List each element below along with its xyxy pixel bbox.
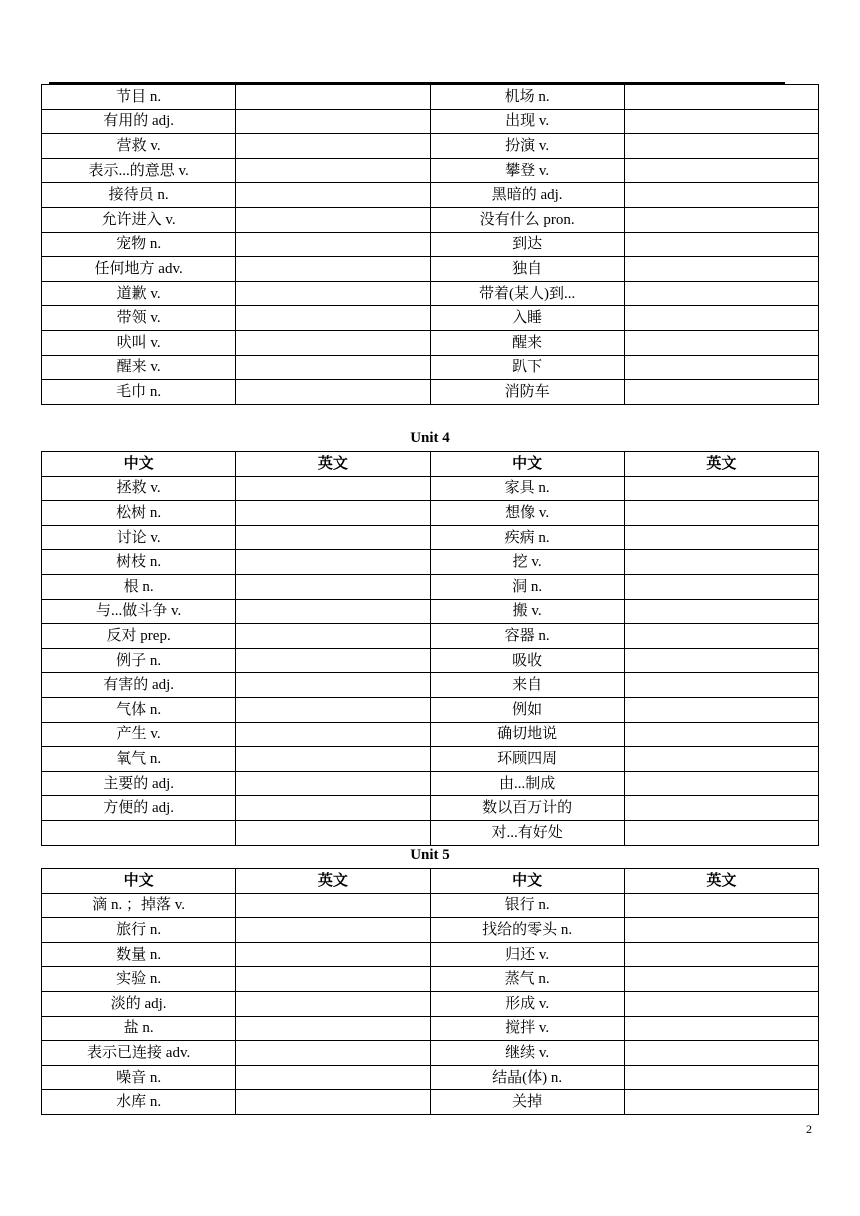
chinese-term-cell: 搬 v.: [430, 599, 624, 624]
header-english: 英文: [236, 452, 430, 477]
table-row: [42, 942, 819, 967]
english-answer-cell[interactable]: [236, 109, 430, 134]
chinese-term-cell: 没有什么 pron.: [430, 207, 624, 232]
header-chinese: 中文: [42, 869, 236, 894]
english-answer-cell[interactable]: [624, 380, 818, 405]
chinese-term-cell: 扮演 v.: [430, 134, 624, 159]
table-row: [42, 183, 819, 208]
chinese-term-cell: 任何地方 adv.: [42, 257, 236, 282]
english-answer-cell[interactable]: [236, 918, 430, 943]
english-answer-cell[interactable]: [236, 281, 430, 306]
english-answer-cell[interactable]: [624, 1090, 818, 1115]
english-answer-cell[interactable]: [236, 134, 430, 159]
chinese-term-cell: 黑暗的 adj.: [430, 183, 624, 208]
chinese-term-cell: 实验 n.: [42, 967, 236, 992]
english-answer-cell[interactable]: [624, 134, 818, 159]
chinese-term-cell: 与...做斗争 v.: [42, 599, 236, 624]
english-answer-cell[interactable]: [624, 820, 818, 845]
table-row: [42, 697, 819, 722]
table-row: [42, 134, 819, 159]
chinese-term-cell: 接待员 n.: [42, 183, 236, 208]
vocab-table-unit5: [41, 868, 819, 1115]
table-row: [42, 85, 819, 110]
chinese-term-cell: 数量 n.: [42, 942, 236, 967]
chinese-term-cell: 醒来: [430, 330, 624, 355]
english-answer-cell[interactable]: [236, 330, 430, 355]
chinese-term-cell: 带领 v.: [42, 306, 236, 331]
chinese-term-cell: 来自: [430, 673, 624, 698]
chinese-term-cell: 数以百万计的: [430, 796, 624, 821]
table-row: [42, 893, 819, 918]
table-row: [42, 574, 819, 599]
chinese-term-cell: 机场 n.: [430, 85, 624, 110]
table-row: [42, 796, 819, 821]
table-row: [42, 257, 819, 282]
chinese-term-cell: 归还 v.: [430, 942, 624, 967]
table-row: [42, 525, 819, 550]
chinese-term-cell: 结晶(体) n.: [430, 1065, 624, 1090]
english-answer-cell[interactable]: [624, 747, 818, 772]
english-answer-cell[interactable]: [236, 796, 430, 821]
chinese-term-cell: 攀登 v.: [430, 158, 624, 183]
english-answer-cell[interactable]: [624, 599, 818, 624]
table-row: [42, 550, 819, 575]
chinese-term-cell: 吸收: [430, 648, 624, 673]
chinese-term-cell: 带着(某人)到...: [430, 281, 624, 306]
vocab-table-unit3: [41, 84, 819, 405]
table-row: [42, 1041, 819, 1066]
english-answer-cell[interactable]: [624, 207, 818, 232]
chinese-term-cell: 到达: [430, 232, 624, 257]
chinese-term-cell: 主要的 adj.: [42, 771, 236, 796]
header-english: 英文: [624, 869, 818, 894]
chinese-term-cell: 独自: [430, 257, 624, 282]
english-answer-cell[interactable]: [236, 991, 430, 1016]
english-answer-cell[interactable]: [236, 207, 430, 232]
chinese-term-cell: 醒来 v.: [42, 355, 236, 380]
table-row: [42, 918, 819, 943]
table-header-row: [42, 452, 819, 477]
table-row: [42, 599, 819, 624]
table-row: [42, 306, 819, 331]
english-answer-cell[interactable]: [624, 1041, 818, 1066]
table-row: [42, 673, 819, 698]
english-answer-cell[interactable]: [624, 109, 818, 134]
english-answer-cell[interactable]: [624, 281, 818, 306]
english-answer-cell[interactable]: [236, 599, 430, 624]
english-answer-cell[interactable]: [236, 648, 430, 673]
english-answer-cell[interactable]: [624, 501, 818, 526]
english-answer-cell[interactable]: [236, 550, 430, 575]
chinese-term-cell: 有用的 adj.: [42, 109, 236, 134]
english-answer-cell[interactable]: [236, 1065, 430, 1090]
english-answer-cell[interactable]: [236, 673, 430, 698]
chinese-term-cell: 产生 v.: [42, 722, 236, 747]
chinese-term-cell: 松树 n.: [42, 501, 236, 526]
chinese-term-cell: 道歉 v.: [42, 281, 236, 306]
chinese-term-cell: 例子 n.: [42, 648, 236, 673]
chinese-term-cell: 拯救 v.: [42, 476, 236, 501]
chinese-term-cell: 方便的 adj.: [42, 796, 236, 821]
english-answer-cell[interactable]: [236, 697, 430, 722]
table-row: [42, 1090, 819, 1115]
chinese-term-cell: 入睡: [430, 306, 624, 331]
table-row: [42, 355, 819, 380]
chinese-term-cell: 营救 v.: [42, 134, 236, 159]
header-english: 英文: [624, 452, 818, 477]
table-row: [42, 747, 819, 772]
english-answer-cell[interactable]: [624, 918, 818, 943]
english-answer-cell[interactable]: [624, 697, 818, 722]
unit-4-title: Unit 4: [410, 430, 450, 446]
english-answer-cell[interactable]: [236, 183, 430, 208]
chinese-term-cell: 旅行 n.: [42, 918, 236, 943]
vocab-table-unit4: [41, 451, 819, 846]
chinese-term-cell: 疾病 n.: [430, 525, 624, 550]
chinese-term-cell: 水库 n.: [42, 1090, 236, 1115]
table-row: [42, 967, 819, 992]
english-answer-cell[interactable]: [236, 355, 430, 380]
english-answer-cell[interactable]: [624, 967, 818, 992]
chinese-term-cell: 确切地说: [430, 722, 624, 747]
english-answer-cell[interactable]: [236, 525, 430, 550]
table-row: [42, 109, 819, 134]
chinese-term-cell: 继续 v.: [430, 1041, 624, 1066]
chinese-term-cell: 容器 n.: [430, 624, 624, 649]
chinese-term-cell: 搅拌 v.: [430, 1016, 624, 1041]
english-answer-cell[interactable]: [624, 550, 818, 575]
english-answer-cell[interactable]: [624, 624, 818, 649]
table-row: [42, 330, 819, 355]
english-answer-cell[interactable]: [624, 257, 818, 282]
page-number: 2: [806, 1122, 812, 1136]
chinese-term-cell: 氧气 n.: [42, 747, 236, 772]
table-row: [42, 722, 819, 747]
header-chinese: 中文: [430, 452, 624, 477]
chinese-term-cell: 想像 v.: [430, 501, 624, 526]
english-answer-cell[interactable]: [624, 673, 818, 698]
chinese-term-cell: 允许进入 v.: [42, 207, 236, 232]
english-answer-cell[interactable]: [624, 1016, 818, 1041]
english-answer-cell[interactable]: [624, 476, 818, 501]
english-answer-cell[interactable]: [236, 722, 430, 747]
unit-5-title: Unit 5: [410, 847, 450, 863]
english-answer-cell[interactable]: [236, 820, 430, 845]
header-chinese: 中文: [430, 869, 624, 894]
chinese-term-cell: 银行 n.: [430, 893, 624, 918]
chinese-term-cell: 讨论 v.: [42, 525, 236, 550]
english-answer-cell[interactable]: [236, 574, 430, 599]
table-row: [42, 991, 819, 1016]
english-answer-cell[interactable]: [624, 85, 818, 110]
table-row: [42, 207, 819, 232]
chinese-term-cell: 有害的 adj.: [42, 673, 236, 698]
table-row: [42, 771, 819, 796]
english-answer-cell[interactable]: [624, 355, 818, 380]
english-answer-cell[interactable]: [236, 306, 430, 331]
english-answer-cell[interactable]: [624, 991, 818, 1016]
table-row: [42, 1065, 819, 1090]
english-answer-cell[interactable]: [236, 967, 430, 992]
english-answer-cell[interactable]: [236, 257, 430, 282]
english-answer-cell[interactable]: [236, 1090, 430, 1115]
table-header-row: [42, 869, 819, 894]
english-answer-cell[interactable]: [236, 624, 430, 649]
chinese-term-cell: 树枝 n.: [42, 550, 236, 575]
english-answer-cell[interactable]: [624, 1065, 818, 1090]
english-answer-cell[interactable]: [236, 85, 430, 110]
chinese-term-cell: 反对 prep.: [42, 624, 236, 649]
english-answer-cell[interactable]: [624, 330, 818, 355]
chinese-term-cell: 形成 v.: [430, 991, 624, 1016]
table-row: [42, 624, 819, 649]
english-answer-cell[interactable]: [624, 232, 818, 257]
english-answer-cell[interactable]: [236, 1016, 430, 1041]
chinese-term-cell: 关掉: [430, 1090, 624, 1115]
english-answer-cell[interactable]: [624, 796, 818, 821]
table-row: [42, 820, 819, 845]
chinese-term-cell: 蒸气 n.: [430, 967, 624, 992]
table-row: [42, 648, 819, 673]
english-answer-cell[interactable]: [236, 1041, 430, 1066]
chinese-term-cell: 盐 n.: [42, 1016, 236, 1041]
english-answer-cell[interactable]: [236, 942, 430, 967]
chinese-term-cell: 表示...的意思 v.: [42, 158, 236, 183]
english-answer-cell[interactable]: [236, 380, 430, 405]
english-answer-cell[interactable]: [236, 771, 430, 796]
chinese-term-cell: 滴 n. ；掉落 v.: [42, 893, 236, 918]
header-english: 英文: [236, 869, 430, 894]
table-row: [42, 380, 819, 405]
english-answer-cell[interactable]: [624, 722, 818, 747]
table-row: [42, 232, 819, 257]
chinese-term-cell: 消防车: [430, 380, 624, 405]
english-answer-cell[interactable]: [236, 501, 430, 526]
english-answer-cell[interactable]: [624, 648, 818, 673]
english-answer-cell[interactable]: [624, 183, 818, 208]
chinese-term-cell: 吠叫 v.: [42, 330, 236, 355]
header-chinese: 中文: [42, 452, 236, 477]
chinese-term-cell: 气体 n.: [42, 697, 236, 722]
chinese-term-cell: 宠物 n.: [42, 232, 236, 257]
english-answer-cell[interactable]: [236, 476, 430, 501]
chinese-term-cell: 毛巾 n.: [42, 380, 236, 405]
chinese-term-cell: 节目 n.: [42, 85, 236, 110]
chinese-term-cell: 噪音 n.: [42, 1065, 236, 1090]
chinese-term-cell: 环顾四周: [430, 747, 624, 772]
english-answer-cell[interactable]: [624, 893, 818, 918]
chinese-term-cell: 出现 v.: [430, 109, 624, 134]
english-answer-cell[interactable]: [236, 747, 430, 772]
table-row: [42, 158, 819, 183]
english-answer-cell[interactable]: [236, 158, 430, 183]
chinese-term-cell: 对...有好处: [430, 820, 624, 845]
english-answer-cell[interactable]: [624, 158, 818, 183]
chinese-term-cell: [42, 820, 236, 845]
chinese-term-cell: 洞 n.: [430, 574, 624, 599]
english-answer-cell[interactable]: [624, 574, 818, 599]
chinese-term-cell: 趴下: [430, 355, 624, 380]
english-answer-cell[interactable]: [624, 942, 818, 967]
chinese-term-cell: 例如: [430, 697, 624, 722]
chinese-term-cell: 由...制成: [430, 771, 624, 796]
english-answer-cell[interactable]: [236, 232, 430, 257]
english-answer-cell[interactable]: [624, 306, 818, 331]
chinese-term-cell: 根 n.: [42, 574, 236, 599]
chinese-term-cell: 表示已连接 adv.: [42, 1041, 236, 1066]
table-row: [42, 281, 819, 306]
english-answer-cell[interactable]: [236, 893, 430, 918]
chinese-term-cell: 淡的 adj.: [42, 991, 236, 1016]
english-answer-cell[interactable]: [624, 525, 818, 550]
chinese-term-cell: 挖 v.: [430, 550, 624, 575]
table-row: [42, 1016, 819, 1041]
table-row: [42, 476, 819, 501]
chinese-term-cell: 家具 n.: [430, 476, 624, 501]
table-row: [42, 501, 819, 526]
chinese-term-cell: 找给的零头 n.: [430, 918, 624, 943]
english-answer-cell[interactable]: [624, 771, 818, 796]
